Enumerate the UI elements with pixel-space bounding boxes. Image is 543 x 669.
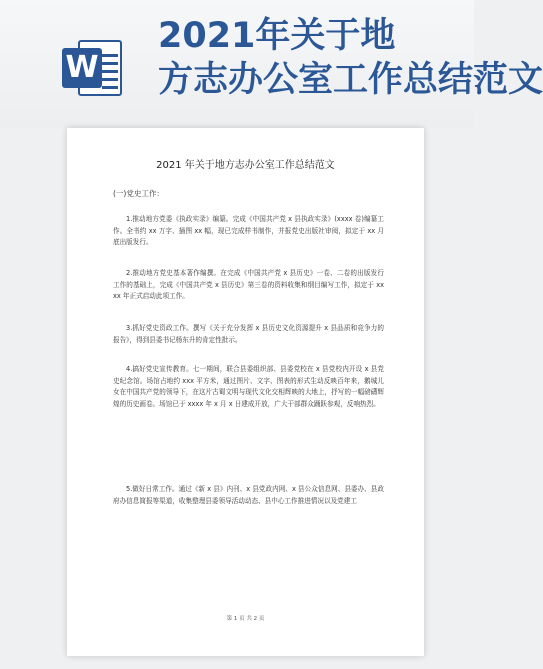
word-document-icon — [62, 36, 126, 100]
paragraph-2: 2.推动地方党史基本著作编撰。在完成《中国共产党 x 县历史》一卷、二卷的出版发行工作的基础上，完成《中国共产党 x 县历史》第三卷的资料收集和纲目编写工作，拟定于 xxxx 年正式启动此项工作。 — [113, 269, 384, 300]
paragraph-3: 3.抓好党史资政工作。撰写《关于充分发挥 x 县历史文化资源提升 x 县品质和竞争力的报告》，得到县委书记杨东升的肯定性批示。 — [113, 324, 384, 344]
banner-title-line1: 2021年关于地 — [158, 16, 396, 56]
banner — [0, 0, 543, 128]
paragraph-4: 4.搞好党史宣传教育。七一期间，联合县委组织部、县委党校在 x 县党校内开设 x 县党史纪念馆。场馆占地约 xxx 平方米，通过图片、文字、图表的形式生动反映百年来，鹅城儿女在中国共产党的领导下，在这片古蜀文明与现代文化交相辉映的大地上，抒写的一幅磅礴辉煌的历史画卷。场馆已于 xxxx 年 x 月 x 日建成开放，广大干部群众踊跃参观，反响热烈。 — [113, 365, 384, 408]
paragraph-1: 1.推动地方党委《执政实录》编纂。完成《中国共产党 x 县执政实录》(xxxx 卷)编纂工作。全书约 xx 万字、插图 xx 幅，现已完成样书制作，并报党史出版社审阅，拟定于 xx 月底出版发行。 — [113, 215, 384, 246]
banner-title-line2: 方志办公室工作总结范文 — [158, 60, 543, 100]
document-page — [67, 128, 424, 656]
word-logo-letter: W — [62, 48, 102, 88]
page-number: 第 1 页 共 2 页 — [226, 616, 265, 622]
paragraph-5: 5.做好日常工作。通过《新 x 县》内刊、x 县党政内网、x 县公众信息网、县委办、县政府办信息简报等渠道，收集整理县委领导活动动态、县中心工作推进情况以及党建工 — [113, 485, 384, 505]
banner-title — [158, 14, 543, 102]
document-title: 2021 年关于地方志办公室工作总结范文 — [156, 160, 335, 171]
section-heading: (一)党史工作： — [113, 189, 164, 198]
